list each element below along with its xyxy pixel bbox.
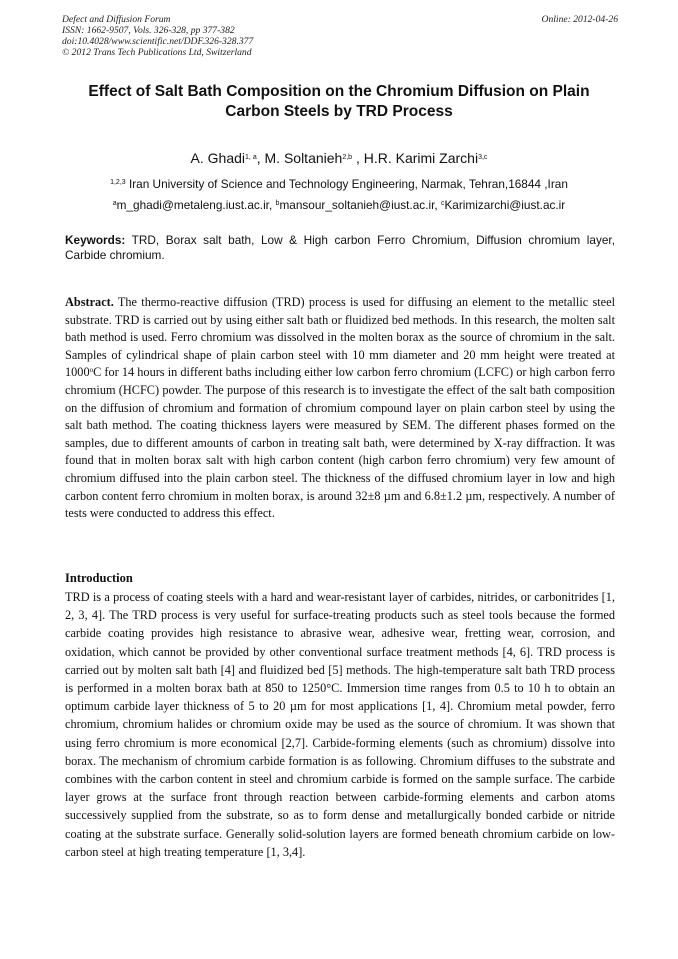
author-name: M. Soltanieh	[264, 150, 343, 166]
email-sup: b	[275, 200, 280, 207]
degree-sup: o	[89, 366, 94, 375]
author-sep: ,	[352, 150, 364, 166]
email-sup: a	[112, 200, 117, 207]
online-date: Online: 2012-04-26	[541, 14, 618, 25]
author-sup: 2,b	[342, 154, 353, 161]
introduction-heading: Introduction	[65, 571, 133, 585]
author-sup: 1, a	[245, 154, 257, 161]
keywords-label: Keywords:	[65, 233, 126, 247]
author-list	[0, 150, 678, 166]
keywords-block	[65, 233, 615, 263]
author-name: A. Ghadi	[190, 150, 246, 166]
abstract-text: The thermo-reactive diffusion (TRD) process is used for diffusing an element to the metallic steel substrate. TRD is carried out by using either salt bath or fluidized bed methods. In this research, the molten salt bath method is used. Ferro chromium was dissolved in the molten borax as the source of chromium in the salt. Samples of cylindrical shape of plain carbon steel with 10 mm diameter and 20 mm height were treated at 1000	[65, 295, 615, 380]
abstract-label: Abstract.	[65, 295, 114, 309]
abstract-text-cont: C for 14 hours in different baths including either low carbon ferro chromium (LCFC) or high carbon ferro chromium (HCFC) powder. The purpose of this research is to investigate the effect of the salt bath composition on the diffusion of chromium and formation of chromium compound layer on plain carbon steel by using the salt bath method. The coating thickness layers were measured by SEM. The different phases formed on the samples, due to different amounts of carbon in treating salt bath, were determined by X-ray diffraction. It was found that in molten borax salt with high carbon content (high carbon ferro chromium) very few amount of chromium diffused into the plain carbon steel. The thickness of the diffused chromium layer in low and high carbon content ferro chromium in molten borax, is around 32±8 µm and 6.8±1.2 µm, respectively. A number of tests were conducted to address this effect.	[65, 365, 615, 521]
email-sup: c	[440, 200, 445, 207]
abstract-block	[65, 294, 615, 523]
doi-line: doi:10.4028/www.scientific.net/DDF.326-328.377	[62, 36, 254, 47]
affiliation	[0, 177, 678, 191]
author-sep: ,	[256, 150, 265, 166]
journal-name: Defect and Diffusion Forum	[62, 14, 171, 25]
email-link[interactable]: m_ghadi@metaleng.iust.ac.ir	[116, 198, 269, 212]
keywords-text: TRD, Borax salt bath, Low & High carbon Ferro Chromium, Diffusion chromium layer, Carbide chromium.	[65, 233, 615, 262]
email-list	[0, 198, 678, 212]
affiliation-text: Iran University of Science and Technology Engineering, Narmak, Tehran,16844 ,Iran	[125, 177, 568, 191]
author-sup: 3,c	[478, 154, 488, 161]
issn-line: ISSN: 1662-9507, Vols. 326-328, pp 377-382	[62, 25, 235, 36]
introduction-text: TRD is a process of coating steels with a hard and wear-resistant layer of carbides, nitrides, or carbonitrides [1, 2, 3, 4]. The TRD process is very useful for surface-treating products such as steel tools because the formed carbide coating provides high resistance to abrasive wear, adhesive wear, fretting wear, corrosion, and oxidation, which cannot be provided by other conventional surface treatment methods [4, 6]. TRD process is carried out by molten salt bath [4] and fluidized bed [5] methods. The high-temperature salt bath TRD process is performed in a molten borax bath at 850 to 1250°C. Immersion time ranges from 0.5 to 10 h to obtain an optimum carbide layer thickness of 5 to 20 µm for most applications [1, 4]. Chromium metal powder, ferro chromium, chromium halides or chromium oxide may be used as the source of chromium. It was shown that using ferro chromium is more economical [2,7]. Carbide-forming elements (such as chromium) dissolve into borax. The mechanism of chromium carbide formation is as following. Chromium diffuses to the substrate and combines with the carbon content in steel and chromium carbide is formed on the sample surface. The carbide layer grows at the surface front through reaction between carbide-forming elements and carbon atoms successively supplied from the substrate, so as to form dense and metallurgically bonded carbide or nitride coating at the substrate surface. Generally solid-solution layers are formed beneath chromium carbide on low-carbon steel at high treating temperature [1, 3,4].	[65, 590, 615, 859]
affiliation-sup: 1,2,3	[110, 179, 126, 186]
email-link[interactable]: mansour_soltanieh@iust.ac.ir	[279, 198, 435, 212]
email-sep: ,	[268, 198, 276, 212]
journal-header	[62, 14, 253, 58]
copyright-line: © 2012 Trans Tech Publications Ltd, Switzerland	[62, 47, 252, 58]
email-sep: ,	[434, 198, 441, 212]
author-name: H.R. Karimi Zarchi	[363, 150, 479, 166]
paper-title: Effect of Salt Bath Composition on the Chromium Diffusion on Plain Carbon Steels by TRD Process	[88, 83, 590, 120]
email-link[interactable]: Karimizarchi@iust.ac.ir	[444, 198, 566, 212]
